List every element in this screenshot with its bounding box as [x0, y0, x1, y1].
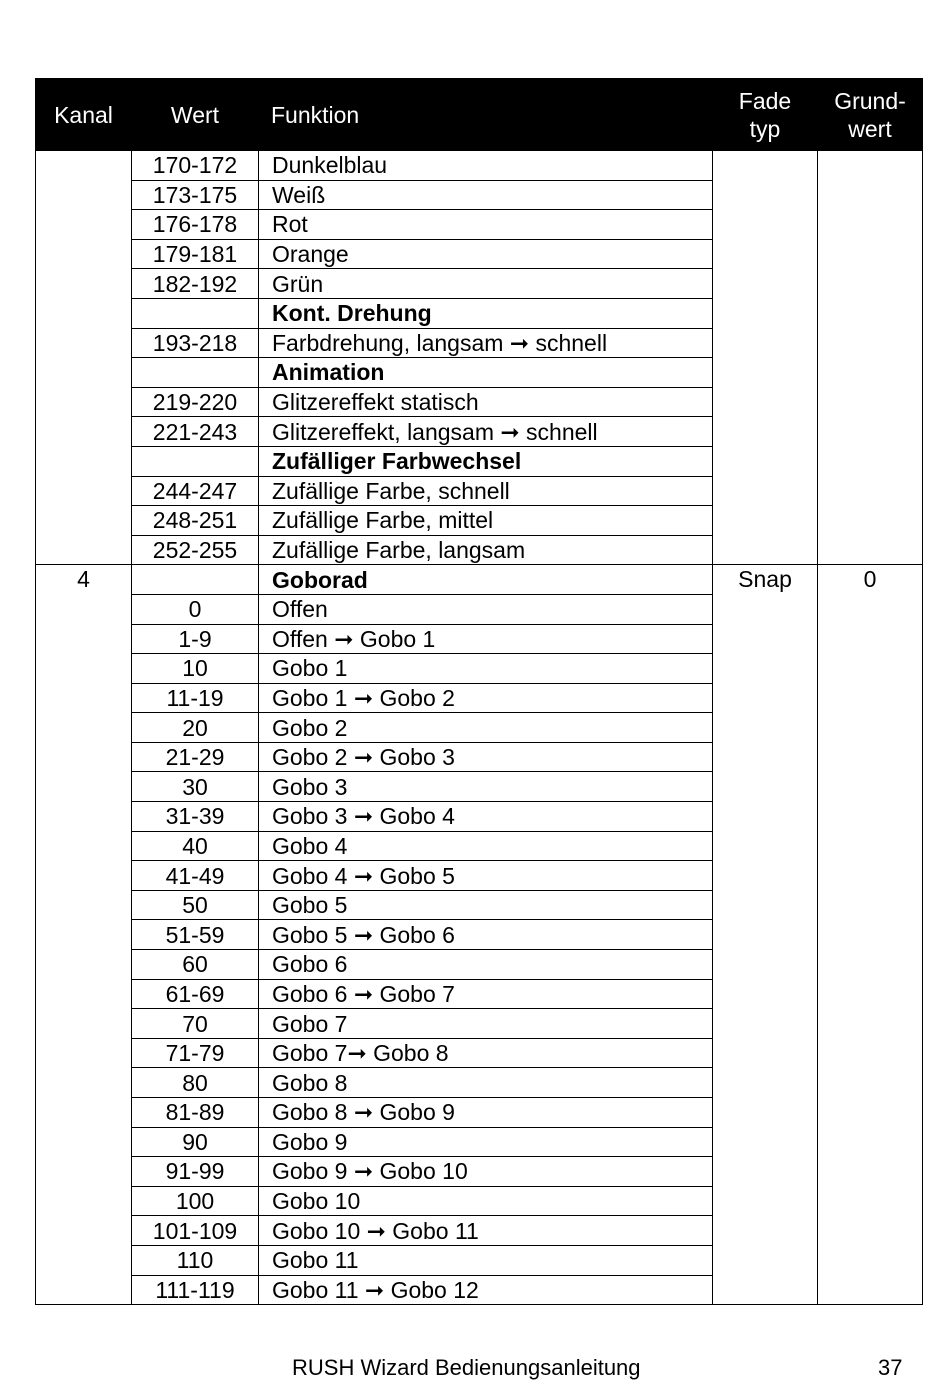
wert-cell: 193-218	[132, 328, 259, 358]
wert-cell: 1-9	[132, 624, 259, 654]
section-heading-cell: Goborad	[259, 565, 713, 595]
wert-cell	[132, 358, 259, 388]
grundwert-cell	[818, 151, 923, 565]
funktion-cell: Zufällige Farbe, mittel	[259, 506, 713, 536]
funktion-cell: Gobo 7➞ Gobo 8	[259, 1038, 713, 1068]
funktion-cell: Gobo 4	[259, 831, 713, 861]
funktion-cell: Glitzereffekt statisch	[259, 387, 713, 417]
header-kanal: Kanal	[36, 79, 132, 151]
funktion-cell: Gobo 11	[259, 1245, 713, 1275]
funktion-cell: Dunkelblau	[259, 151, 713, 181]
wert-cell: 173-175	[132, 180, 259, 210]
wert-cell: 70	[132, 1009, 259, 1039]
header-grundwert-line1: Grund-	[834, 87, 906, 114]
table-row	[36, 151, 923, 181]
wert-cell	[132, 446, 259, 476]
wert-cell: 100	[132, 1186, 259, 1216]
wert-cell: 110	[132, 1245, 259, 1275]
funktion-cell: Gobo 9 ➞ Gobo 10	[259, 1157, 713, 1187]
wert-cell: 60	[132, 950, 259, 980]
grundwert-cell: 0	[818, 565, 923, 1305]
funktion-cell: Gobo 10	[259, 1186, 713, 1216]
header-fade-typ-line1: Fade	[738, 87, 792, 114]
funktion-cell: Grün	[259, 269, 713, 299]
wert-cell: 51-59	[132, 920, 259, 950]
funktion-cell: Gobo 3 ➞ Gobo 4	[259, 802, 713, 832]
funktion-cell: Orange	[259, 239, 713, 269]
header-grundwert	[818, 79, 923, 151]
wert-cell: 111-119	[132, 1275, 259, 1305]
funktion-cell: Gobo 6 ➞ Gobo 7	[259, 979, 713, 1009]
funktion-cell: Gobo 2	[259, 713, 713, 743]
funktion-cell: Gobo 6	[259, 950, 713, 980]
wert-cell: 0	[132, 594, 259, 624]
funktion-cell: Zufällige Farbe, langsam	[259, 535, 713, 565]
funktion-cell: Gobo 1 ➞ Gobo 2	[259, 683, 713, 713]
wert-cell: 176-178	[132, 210, 259, 240]
footer-title: RUSH Wizard Bedienungsanleitung	[292, 1355, 641, 1380]
funktion-cell: Gobo 5 ➞ Gobo 6	[259, 920, 713, 950]
wert-cell: 101-109	[132, 1216, 259, 1246]
funktion-cell: Gobo 10 ➞ Gobo 11	[259, 1216, 713, 1246]
funktion-cell: Gobo 1	[259, 654, 713, 684]
funktion-cell: Gobo 7	[259, 1009, 713, 1039]
funktion-cell: Gobo 3	[259, 772, 713, 802]
section-heading-cell: Animation	[259, 358, 713, 388]
table-row	[36, 565, 923, 595]
funktion-cell: Gobo 5	[259, 890, 713, 920]
funktion-cell: Gobo 11 ➞ Gobo 12	[259, 1275, 713, 1305]
header-fade-typ	[713, 79, 818, 151]
dmx-channel-table	[35, 78, 923, 1305]
wert-cell	[132, 565, 259, 595]
table-header-row	[36, 79, 923, 151]
wert-cell: 182-192	[132, 269, 259, 299]
page-number: 37	[878, 1355, 903, 1380]
wert-cell: 252-255	[132, 535, 259, 565]
table-body	[36, 151, 923, 1305]
wert-cell: 221-243	[132, 417, 259, 447]
wert-cell: 61-69	[132, 979, 259, 1009]
wert-cell: 21-29	[132, 742, 259, 772]
funktion-cell: Farbdrehung, langsam ➞ schnell	[259, 328, 713, 358]
wert-cell: 11-19	[132, 683, 259, 713]
section-heading-cell: Kont. Drehung	[259, 298, 713, 328]
header-funktion: Funktion	[259, 79, 713, 151]
header-fade-typ-line2: typ	[749, 115, 781, 142]
header-wert: Wert	[132, 79, 259, 151]
funktion-cell: Offen	[259, 594, 713, 624]
funktion-cell: Gobo 8 ➞ Gobo 9	[259, 1098, 713, 1128]
header-grundwert-line2: wert	[848, 115, 892, 142]
funktion-cell: Glitzereffekt, langsam ➞ schnell	[259, 417, 713, 447]
wert-cell: 91-99	[132, 1157, 259, 1187]
wert-cell: 50	[132, 890, 259, 920]
funktion-cell: Offen ➞ Gobo 1	[259, 624, 713, 654]
fade-typ-cell: Snap	[713, 565, 818, 1305]
fade-typ-cell	[713, 151, 818, 565]
funktion-cell: Gobo 4 ➞ Gobo 5	[259, 861, 713, 891]
funktion-cell: Weiß	[259, 180, 713, 210]
wert-cell: 179-181	[132, 239, 259, 269]
kanal-cell: 4	[36, 565, 132, 1305]
wert-cell: 20	[132, 713, 259, 743]
wert-cell: 90	[132, 1127, 259, 1157]
funktion-cell: Gobo 9	[259, 1127, 713, 1157]
funktion-cell: Zufällige Farbe, schnell	[259, 476, 713, 506]
wert-cell: 170-172	[132, 151, 259, 181]
wert-cell: 71-79	[132, 1038, 259, 1068]
funktion-cell: Rot	[259, 210, 713, 240]
kanal-cell	[36, 151, 132, 565]
funktion-cell: Gobo 8	[259, 1068, 713, 1098]
section-heading-cell: Zufälliger Farbwechsel	[259, 446, 713, 476]
wert-cell: 248-251	[132, 506, 259, 536]
wert-cell	[132, 298, 259, 328]
funktion-cell: Gobo 2 ➞ Gobo 3	[259, 742, 713, 772]
wert-cell: 80	[132, 1068, 259, 1098]
wert-cell: 10	[132, 654, 259, 684]
wert-cell: 81-89	[132, 1098, 259, 1128]
wert-cell: 219-220	[132, 387, 259, 417]
wert-cell: 40	[132, 831, 259, 861]
wert-cell: 41-49	[132, 861, 259, 891]
wert-cell: 31-39	[132, 802, 259, 832]
wert-cell: 30	[132, 772, 259, 802]
wert-cell: 244-247	[132, 476, 259, 506]
